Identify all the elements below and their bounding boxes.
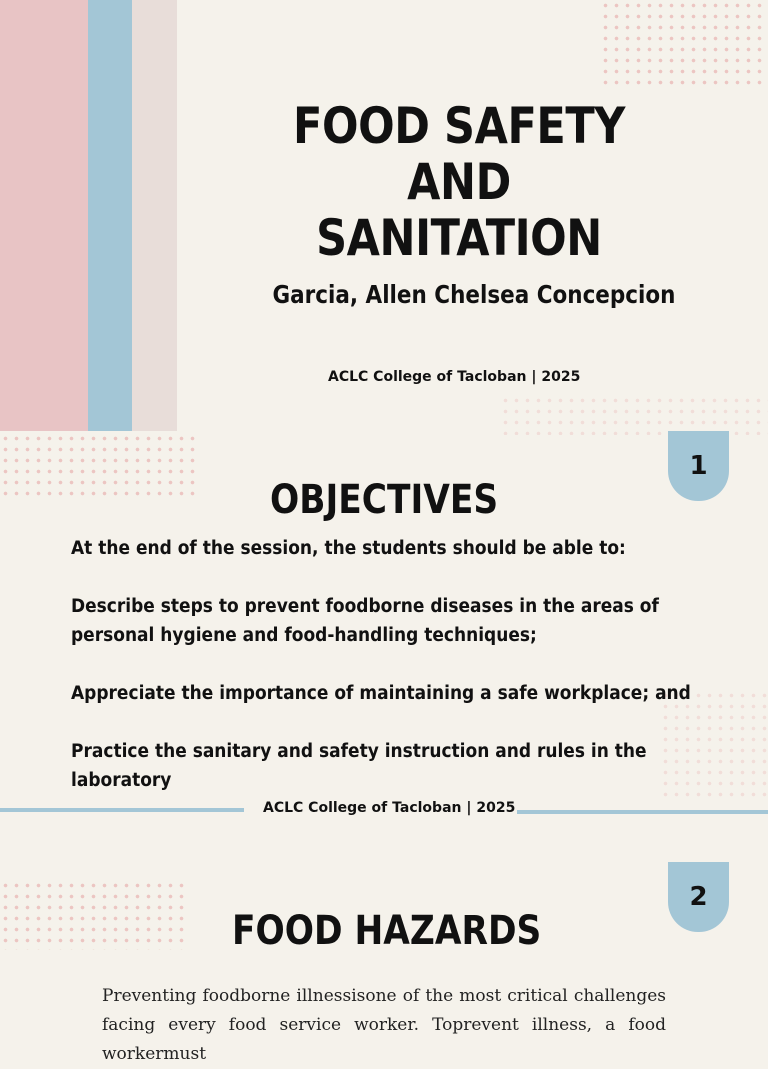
page-number: 1 bbox=[689, 451, 708, 481]
food-hazards-body: Preventing foodborne illnessisone of the most critical challenges facing every food service worker. Toprevent illness, a food workermust bbox=[102, 986, 666, 1064]
footer-rule-right bbox=[517, 810, 768, 814]
author-name: Garcia, Allen Chelsea Concepcion bbox=[272, 280, 676, 309]
objectives-list bbox=[71, 534, 691, 795]
dot-pattern-right bbox=[660, 690, 768, 800]
dot-pattern-lower-left bbox=[0, 880, 185, 950]
objective-3-line-1: Practice the sanitary and safety instruction and rules in the bbox=[71, 741, 647, 762]
page-number-badge-2 bbox=[668, 862, 729, 932]
objective-1-line-1: Describe steps to prevent foodborne diseases in the areas of bbox=[71, 596, 659, 617]
blue-stripe bbox=[88, 0, 132, 431]
objectives-intro: At the end of the session, the students should be able to: bbox=[71, 538, 626, 559]
food-hazards-heading: FOOD HAZARDS bbox=[232, 908, 542, 954]
objective-1-line-2: personal hygiene and food-handling techniques; bbox=[71, 625, 537, 646]
title-line-2: AND bbox=[407, 153, 511, 211]
title-line-3: SANITATION bbox=[316, 209, 602, 267]
footer-rule-left bbox=[0, 808, 244, 812]
page-number-2: 2 bbox=[689, 882, 708, 912]
objective-2: Appreciate the importance of maintaining a safe workplace; and bbox=[71, 683, 691, 704]
title-line-1: FOOD SAFETY bbox=[293, 97, 625, 155]
slide2-footer: ACLC College of Tacloban | 2025 bbox=[263, 800, 516, 816]
slide1-footer: ACLC College of Tacloban | 2025 bbox=[328, 369, 581, 385]
beige-stripe bbox=[132, 0, 177, 431]
objectives-heading: OBJECTIVES bbox=[270, 477, 499, 523]
dot-pattern-mid-right bbox=[500, 395, 768, 435]
slide-title bbox=[236, 98, 681, 266]
pink-stripe bbox=[0, 0, 88, 431]
dot-pattern-top-right bbox=[600, 0, 768, 90]
objective-3-line-2: laboratory bbox=[71, 770, 172, 791]
dot-pattern-left bbox=[0, 433, 196, 499]
page-number-badge bbox=[668, 431, 729, 501]
